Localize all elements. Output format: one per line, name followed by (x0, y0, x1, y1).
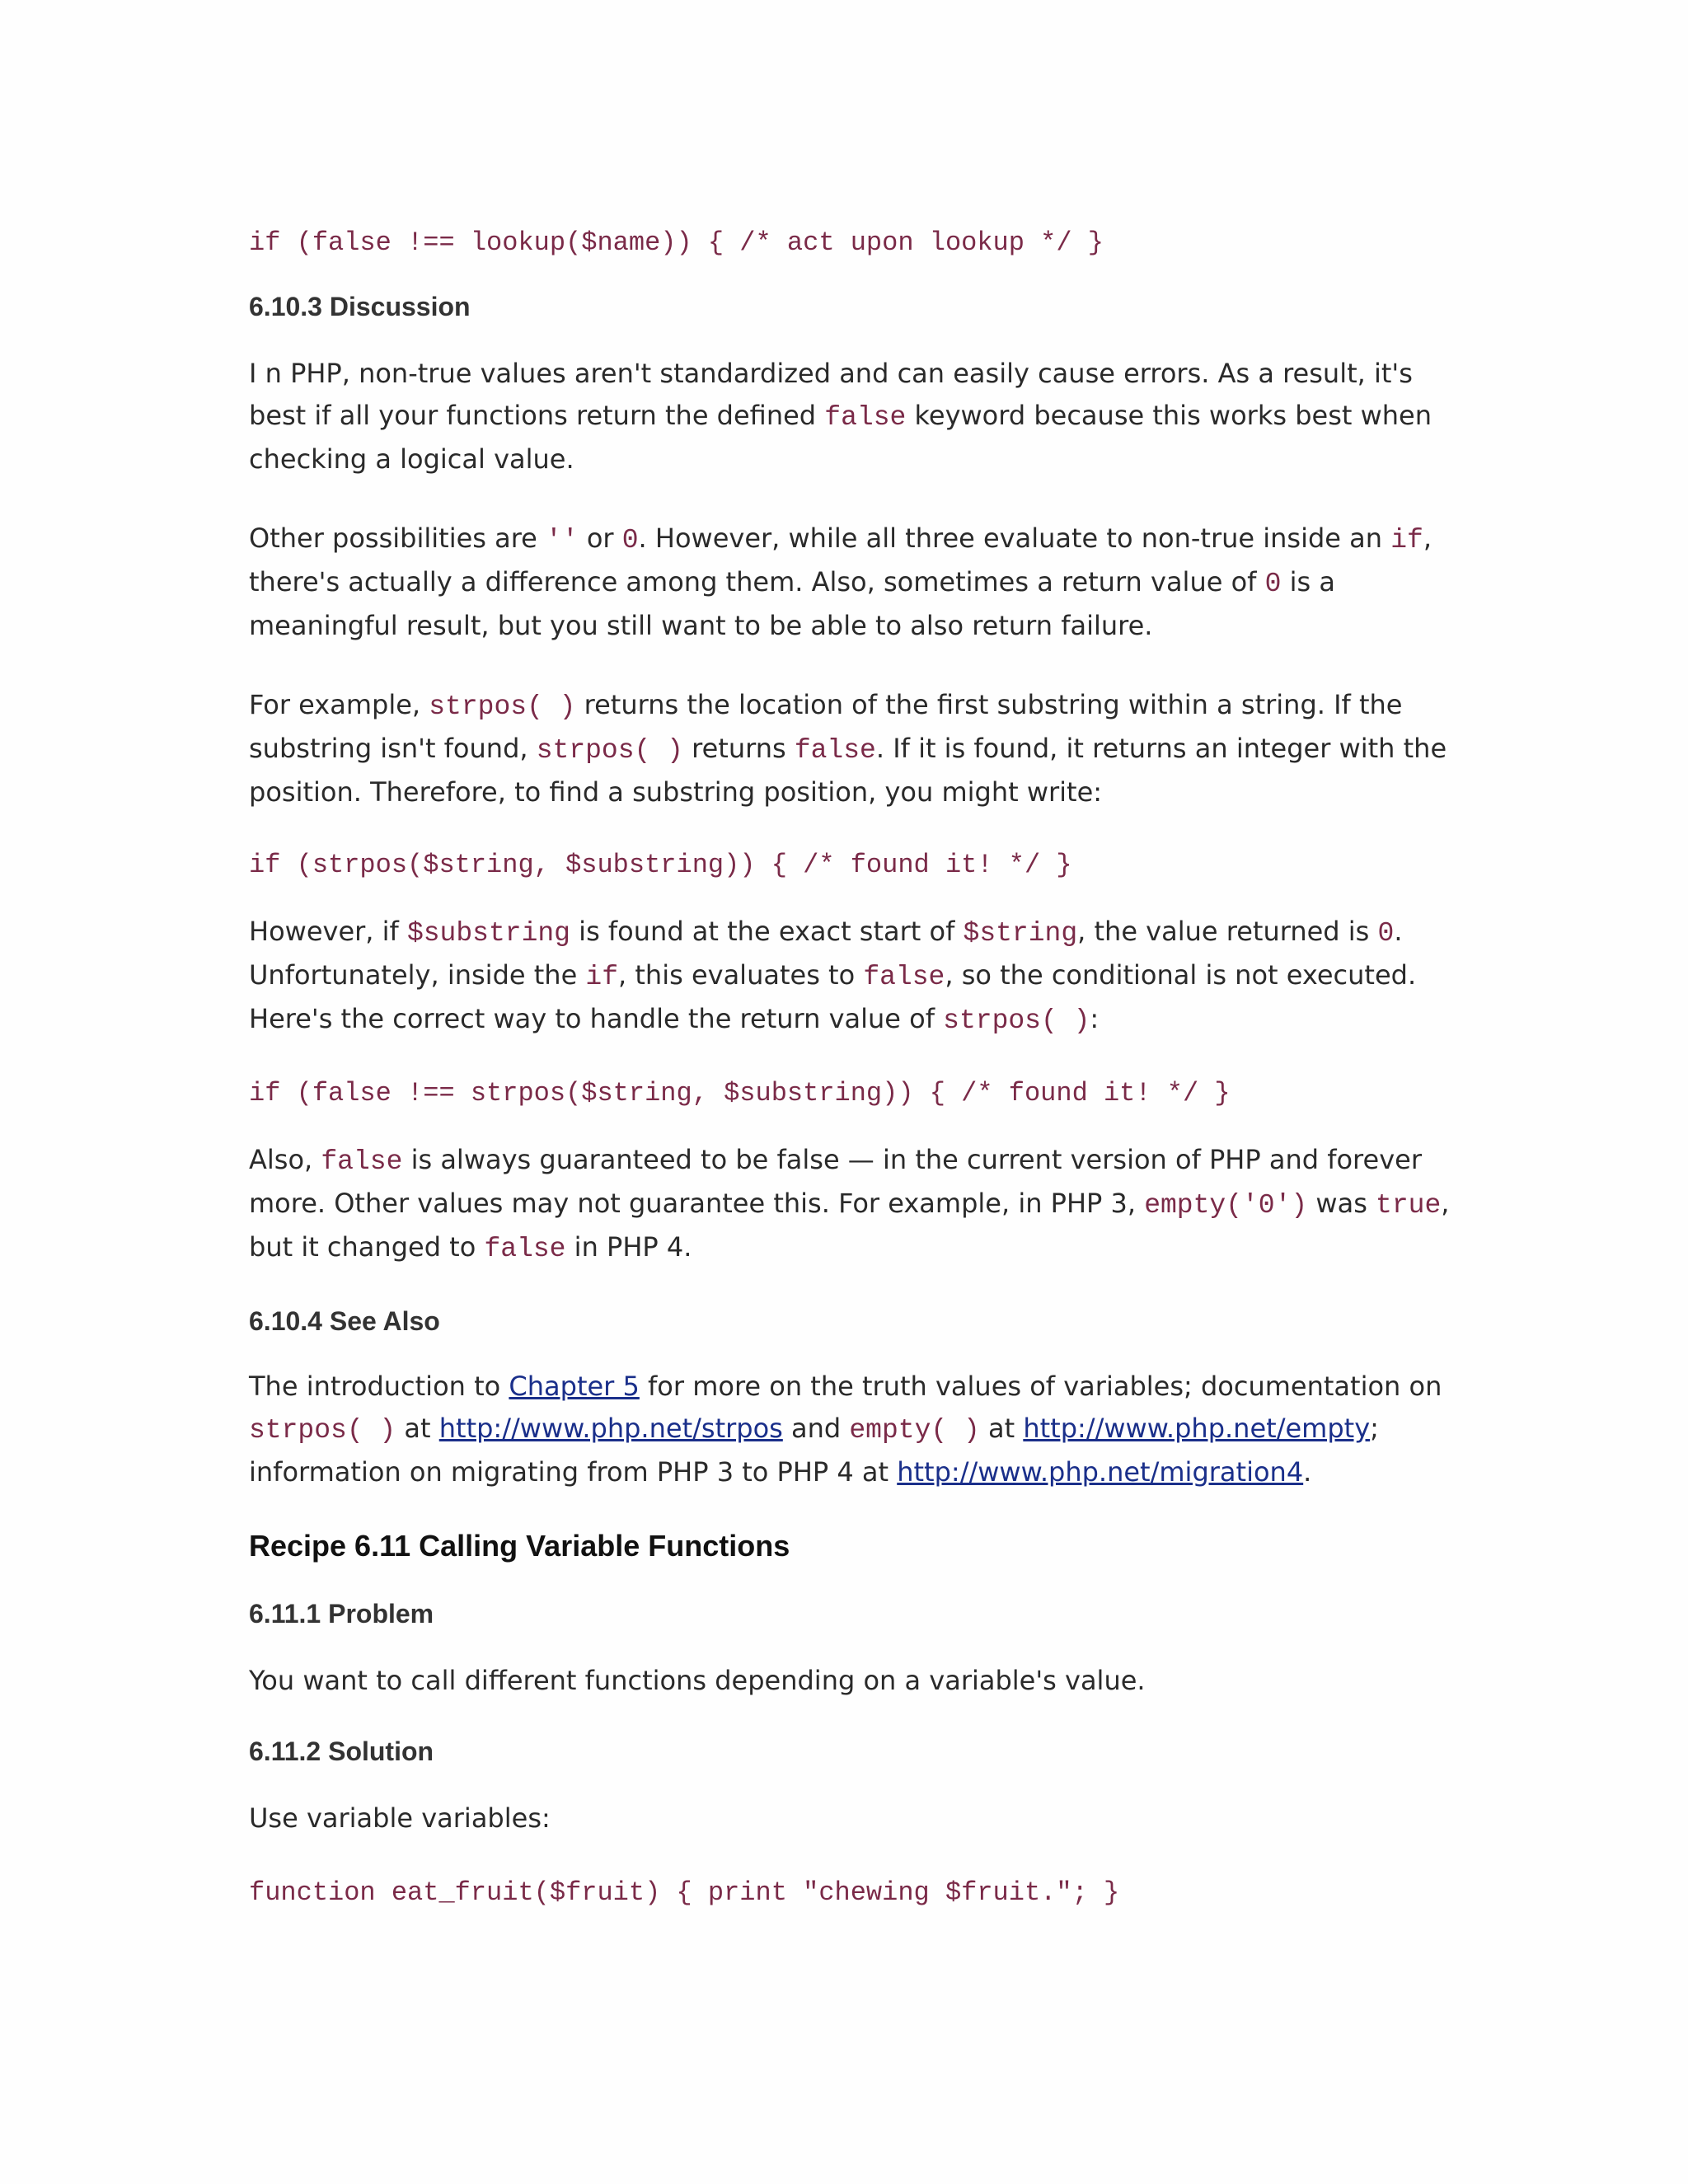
code-inline: strpos( ) (536, 735, 683, 766)
code-inline: false (863, 962, 945, 992)
link-php-migration4[interactable]: http://www.php.net/migration4 (897, 1456, 1304, 1488)
paragraph-nontrue: I n PHP, non-true values aren't standardized and can easily cause errors. As a result, it's best if all your functions return the defined false keyword because this works best when checking a logical value. (249, 358, 1432, 475)
heading-discussion: 6.10.3 Discussion (249, 292, 471, 321)
code-inline: false (321, 1146, 403, 1177)
code-inline: '' (546, 525, 579, 555)
code-inline: strpos( ) (943, 1005, 1090, 1036)
code-inline: $substring (406, 918, 570, 949)
code-inline: false (824, 402, 907, 433)
code-inline: if (1390, 525, 1423, 555)
code-inline: 0 (621, 525, 639, 555)
code-inline: $string (963, 918, 1078, 949)
paragraph-strpos-example: For example, strpos( ) returns the location of the first substring within a string. If the substring isn't found, strpos( ) returns false. If it is found, it returns an integer with the position. Therefore, to find a substring position, you might write: (249, 689, 1447, 808)
paragraph-however: However, if $substring is found at the exact start of $string, the value returned is 0. Unfortunately, inside the if, this evaluates to false, so the conditional is not executed. Here's the correct way to handle the return value of strpos( ): (249, 916, 1417, 1036)
code-inline: 0 (1264, 569, 1282, 599)
paragraph-possibilities: Other possibilities are '' or 0. However, while all three evaluate to non-true inside an if, there's actually a difference among them. Also, sometimes a return value of 0 is a meaningful result, but you still want to be able to also return failure. (249, 523, 1432, 641)
code-inline: false (794, 735, 876, 766)
paragraph-see-also: The introduction to Chapter 5 for more on the truth values of variables; documentation on strpos( ) at http://www.php.net/strpos and empty( ) at http://www.php.net/empty; information on migrating from PHP 3 to PHP 4 at http://www.php.net/migration4. (249, 1371, 1442, 1488)
link-chapter-5[interactable]: Chapter 5 (509, 1371, 640, 1402)
page-content (249, 223, 1452, 1914)
code-eat-fruit: function eat_fruit($fruit) { print "chewing $fruit."; } (249, 1877, 1120, 1908)
code-inline: true (1376, 1190, 1442, 1221)
paragraph-solution: Use variable variables: (249, 1802, 551, 1834)
heading-see-also: 6.10.4 See Also (249, 1306, 440, 1336)
code-inline: strpos( ) (249, 1415, 396, 1446)
link-php-empty[interactable]: http://www.php.net/empty (1023, 1413, 1371, 1444)
code-strpos-correct: if (false !== strpos($string, $substring)) { /* found it! */ } (249, 1078, 1231, 1108)
code-inline: 0 (1377, 918, 1395, 949)
code-inline: empty( ) (849, 1415, 980, 1446)
heading-problem: 6.11.1 Problem (249, 1599, 434, 1629)
link-php-strpos[interactable]: http://www.php.net/strpos (438, 1413, 783, 1444)
code-inline: false (484, 1234, 566, 1264)
code-lookup: if (false !== lookup($name)) { /* act upon lookup */ } (249, 227, 1104, 258)
code-inline: empty('0') (1144, 1190, 1308, 1221)
recipe-title: Recipe 6.11 Calling Variable Functions (249, 1529, 790, 1563)
code-inline: strpos( ) (429, 691, 576, 722)
code-strpos-naive: if (strpos($string, $substring)) { /* found it! */ } (249, 850, 1072, 880)
paragraph-also-false: Also, false is always guaranteed to be false — in the current version of PHP and forever more. Other values may not guarantee this. For example, in PHP 3, empty('0') was true, but it changed to false in PHP 4. (249, 1144, 1450, 1264)
paragraph-problem: You want to call different functions depending on a variable's value. (249, 1665, 1146, 1696)
code-inline: if (585, 962, 619, 992)
heading-solution: 6.11.2 Solution (249, 1736, 434, 1766)
